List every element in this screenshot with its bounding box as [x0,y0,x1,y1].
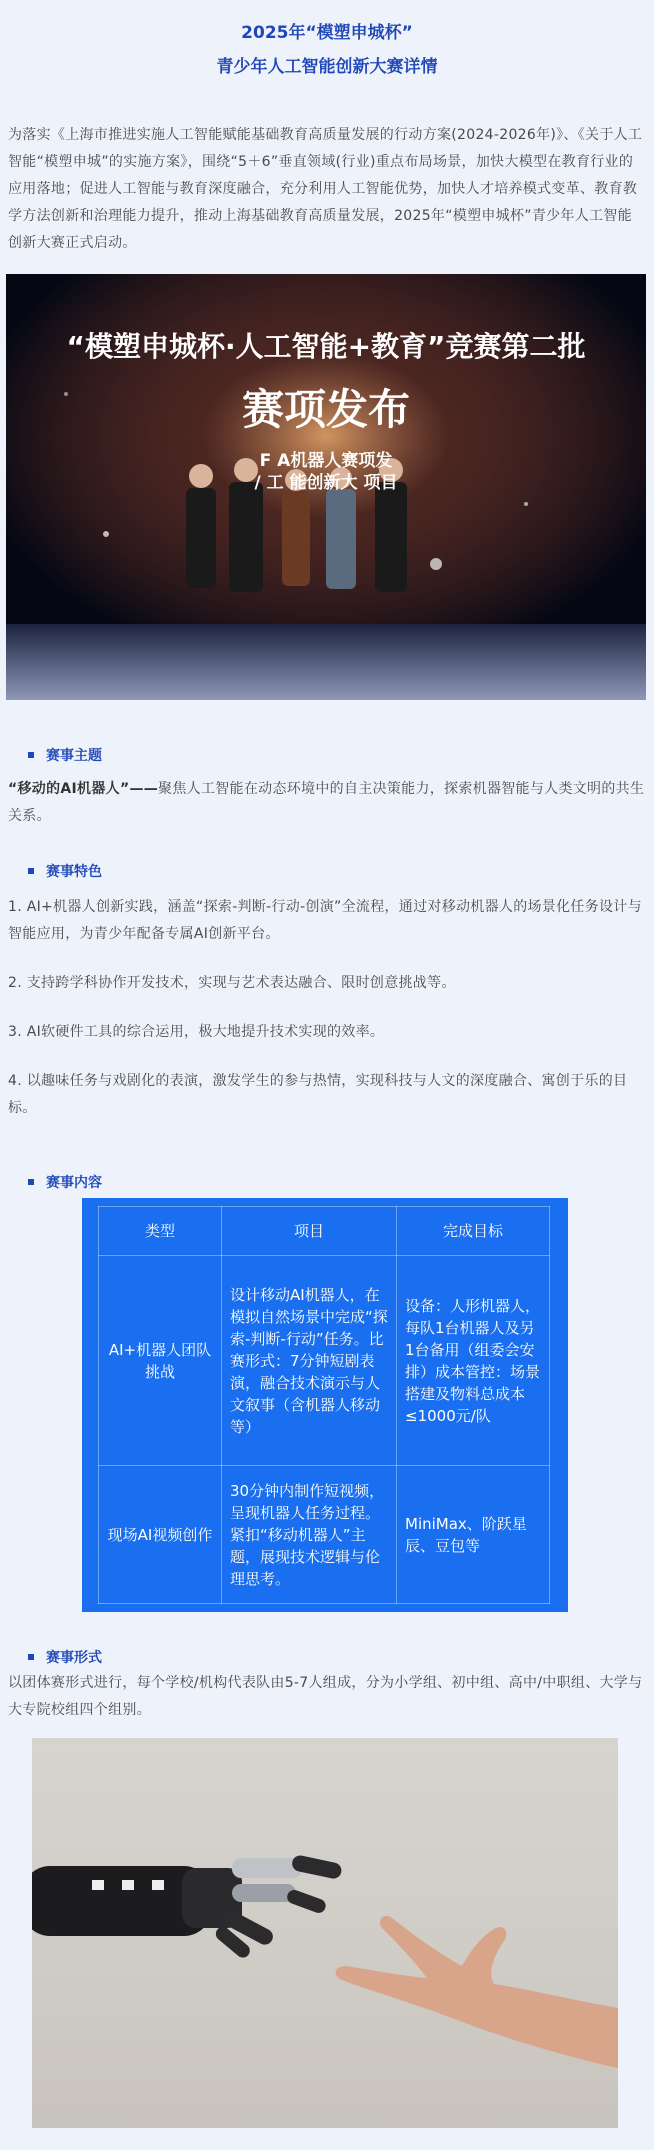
robot-hand-icon [32,1854,343,1960]
format-section [0,1646,654,1724]
feature-item: 3. AI软硬件工具的综合运用，极大地提升技术实现的效率。 [8,1024,385,1040]
format-paragraph: 以团体赛形式进行，每个学校/机构代表队由5-7人组成，分为小学组、初中组、高中/中职组、大学与大专院校组四个组别。 [8,1675,643,1718]
banner-line-3: F A机器人赛项发 [259,451,393,471]
features-heading [28,860,654,882]
feature-item: 4. 以趣味任务与戏剧化的表演，激发学生的参与热情，实现科技与人文的深度融合、寓创于乐的目标。 [8,1073,628,1116]
intro-paragraph: 为落实《上海市推进实施人工智能赋能基础教育高质量发展的行动方案(2024-2026年)》、《关于人工智能“模塑申城”的实施方案》，围绕“5＋6”垂直领域(行业)重点布局场景，加快大模型在教育行业的应用落地；促进人工智能与教育深度融合，充分利用人工智能优势，加快人才培养模式变革、教育教学方法创新和治理能力提升，推动上海基础教育高质量发展，2025年“模塑申城杯”青少年人工智能创新大赛正式启动。 [8,127,643,251]
bullet-icon [28,868,34,874]
bullet-icon [28,1654,34,1660]
human-hand-icon [336,1916,618,2068]
feature-item: 2. 支持跨学科协作开发技术，实现与艺术表达融合、限时创意挑战等。 [8,975,456,991]
bullet-icon [28,1179,34,1185]
page-title [0,0,654,84]
table-cell-goal: 设备：人形机器人，每队1台机器人及另1台备用（组委会安排）成本管控：场景搭建及物料总成本≤1000元/队 [397,1256,550,1466]
banner-line-1: “模塑申城杯·人工智能+教育”竞赛第二批 [66,330,586,363]
theme-lead: “移动的AI机器人”—— [8,781,159,797]
banner-line-2: 赛项发布 [241,385,411,434]
robot-human-hands-illustration [32,1738,618,2128]
theme-heading-text: 赛事主题 [46,748,102,764]
content-section [0,1171,654,1193]
table-cell-type: 现场AI视频创作 [99,1466,222,1604]
robot-hand-image [32,1738,618,2128]
banner-line-4: / 工 能创新大 项目 [254,473,398,493]
table-header-row [99,1207,550,1256]
theme-heading [28,744,654,766]
table-cell-project: 30分钟内制作短视频，呈现机器人任务过程。紧扣“移动机器人”主题，展现技术逻辑与伦理思考。 [222,1466,397,1604]
table-cell-project: 设计移动AI机器人，在模拟自然场景中完成“探索-判断-行动”任务。比赛形式：7分钟短剧表演，融合技术演示与人文叙事（含机器人移动等） [222,1256,397,1466]
content-table [98,1206,550,1604]
features-section [0,860,654,1122]
theme-text: 聚焦人工智能在动态环境中的自主决策能力，探索机器智能与人类文明的共生关系。 [8,781,645,824]
event-banner-image [6,274,646,700]
content-heading-text: 赛事内容 [46,1175,102,1191]
format-heading-text: 赛事形式 [46,1650,102,1666]
stage-photo [6,274,646,700]
feature-item: 1. AI+机器人创新实践，涵盖“探索-判断-行动-创演”全流程，通过对移动机器人的场景化任务设计与智能应用，为青少年配备专属AI创新平台。 [8,899,642,942]
table-cell-type: AI+机器人团队挑战 [99,1256,222,1466]
table-header: 类型 [99,1207,222,1256]
theme-section [0,744,654,830]
bullet-icon [28,752,34,758]
table-cell-goal: MiniMax、阶跃星辰、豆包等 [397,1466,550,1604]
features-heading-text: 赛事特色 [46,864,102,880]
content-table-image [82,1198,568,1612]
table-row [99,1466,550,1604]
table-header: 完成目标 [397,1207,550,1256]
title-line-1: 2025年“模塑申城杯” [241,23,413,43]
theme-paragraph [8,776,646,830]
table-row [99,1256,550,1466]
format-heading [28,1646,654,1668]
table-header: 项目 [222,1207,397,1256]
content-heading [28,1171,654,1193]
title-line-2: 青少年人工智能创新大赛详情 [216,57,438,77]
